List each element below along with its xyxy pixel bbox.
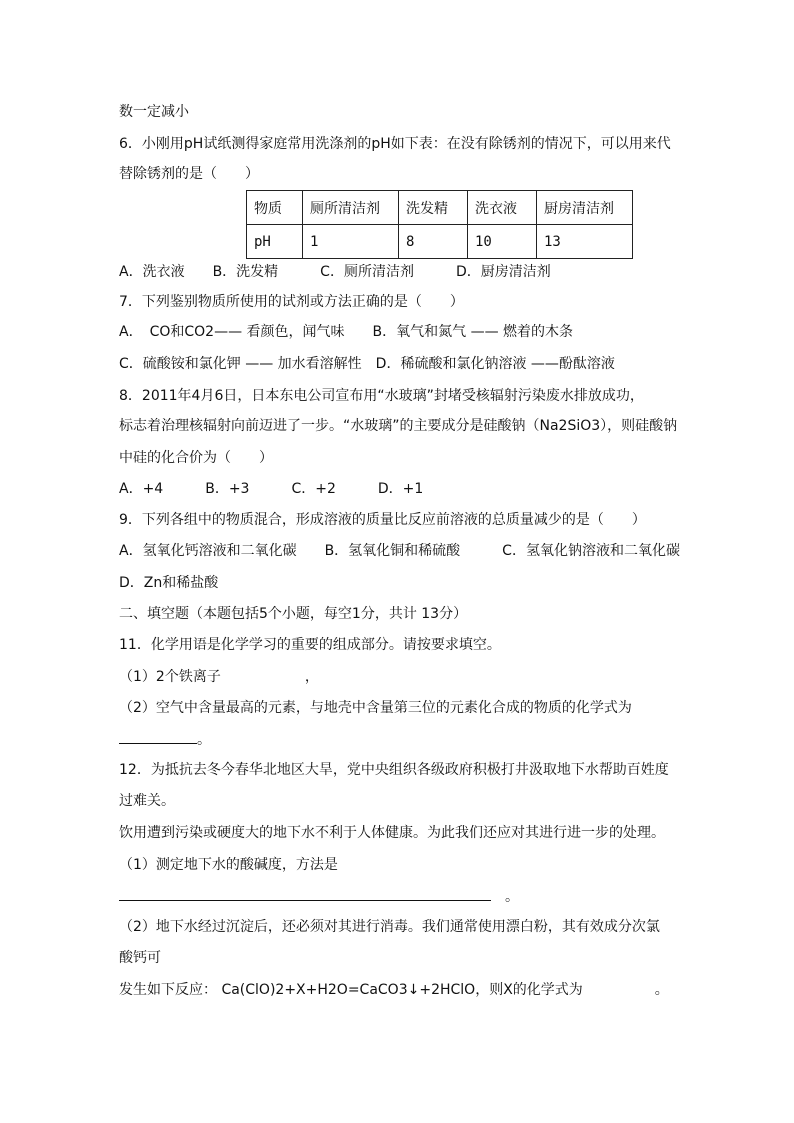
table-cell: 8	[399, 225, 468, 259]
table-cell: 洗发精	[399, 191, 468, 225]
period: 。	[197, 732, 211, 748]
table-row	[247, 225, 633, 259]
question-12-part-2-cont: 酸钙可	[119, 950, 161, 966]
table-cell: 厕所清洁剂	[303, 191, 399, 225]
question-7-stem: 7．下列鉴别物质所使用的试剂或方法正确的是（ ）	[119, 294, 464, 310]
question-12-equation	[119, 980, 669, 1000]
answer-line	[119, 729, 211, 750]
table-header-row	[247, 191, 633, 225]
question-8-options: A．+4 B．+3 C．+2 D．+1	[119, 481, 424, 497]
equation-text: 发生如下反应： Ca(ClO)2+X+H2O=CaCO3↓+2HClO，则X的化学式为	[119, 982, 583, 998]
table-cell: pH	[247, 225, 303, 259]
question-7-options-ab: A． CO和CO2—— 看颜色，闻气味 B．氧气和氮气 —— 燃着的木条	[119, 324, 574, 340]
table-cell: 1	[303, 225, 399, 259]
section-heading: 二、填空题（本题包括5个小题，每空1分，共计 13分）	[119, 606, 468, 622]
question-11-part-1: （1）2个铁离子 ，	[119, 669, 319, 685]
question-12-stem: 12．为抵抗去冬今春华北地区大旱，党中央组织各级政府积极打井汲取地下水帮助百姓度	[119, 762, 669, 778]
table-cell: 厨房清洁剂	[537, 191, 633, 225]
question-6-stem-cont: 替除锈剂的是（ ）	[119, 166, 259, 182]
table-cell: 13	[537, 225, 633, 259]
period: 。	[505, 889, 519, 905]
question-8-stem-cont: 标志着治理核辐射向前迈进了一步。“水玻璃”的主要成分是硅酸钠（Na2SiO3），则硅酸钠	[119, 418, 678, 434]
text-line: 数一定减小	[119, 104, 189, 120]
period: 。	[654, 982, 669, 998]
question-11-stem: 11．化学用语是化学学习的重要的组成部分。请按要求填空。	[119, 637, 501, 653]
question-12-stem-cont: 过难关。	[119, 793, 175, 809]
question-6-stem: 6．小刚用pH试纸测得家庭常用洗涤剂的pH如下表：在没有除锈剂的情况下，可以用来代	[119, 136, 671, 152]
question-12-part-2: （2）地下水经过沉淀后，还必须对其进行消毒。我们通常使用漂白粉，其有效成分次氯	[119, 919, 660, 935]
question-9-options-abc: A．氢氧化钙溶液和二氧化碳 B．氢氧化铜和稀硫酸 C．氢氧化钠溶液和二氧化碳	[119, 543, 680, 559]
question-11-part-2: （2）空气中含量最高的元素，与地壳中含量第三位的元素化合成的物质的化学式为	[119, 700, 632, 716]
answer-blank[interactable]	[119, 729, 197, 744]
table-cell: 物质	[247, 191, 303, 225]
question-8-stem-end: 中硅的化合价为（ ）	[119, 450, 273, 466]
table-cell: 10	[468, 225, 537, 259]
question-9-option-d: D．Zn和稀盐酸	[119, 575, 219, 591]
question-9-stem: 9．下列各组中的物质混合，形成溶液的质量比反应前溶液的总质量减少的是（ ）	[119, 512, 646, 528]
question-6-options: A．洗衣液 B．洗发精 C．厕所清洁剂 D．厨房清洁剂	[119, 264, 551, 280]
question-7-options-cd: C．硫酸铵和氯化钾 —— 加水看溶解性 D．稀硫酸和氯化钠溶液 ——酚酞溶液	[119, 356, 615, 372]
ph-table	[246, 190, 633, 259]
question-8-stem: 8．2011年4月6日，日本东电公司宣布用“水玻璃”封堵受核辐射污染废水排放成功，	[119, 388, 644, 404]
answer-line	[119, 886, 519, 907]
table-cell: 洗衣液	[468, 191, 537, 225]
answer-blank[interactable]	[119, 886, 491, 901]
question-12-part-1: （1）测定地下水的酸碱度，方法是	[119, 857, 338, 873]
question-12-intro: 饮用遭到污染或硬度大的地下水不利于人体健康。为此我们还应对其进行进一步的处理。	[119, 825, 665, 841]
